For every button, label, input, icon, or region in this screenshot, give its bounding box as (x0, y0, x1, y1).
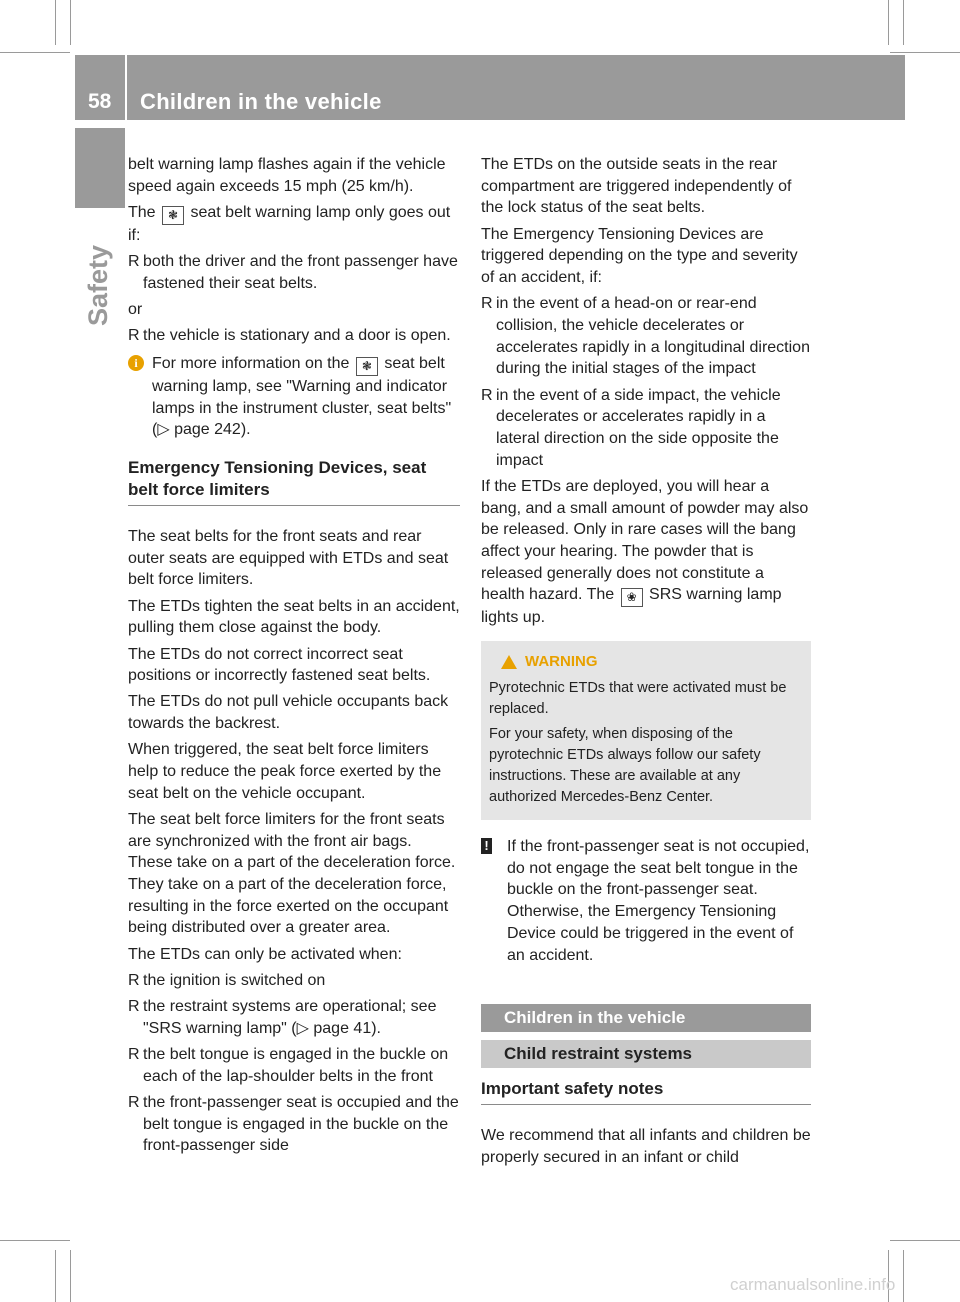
watermark: carmanualsonline.info (730, 1275, 896, 1294)
list-item-text: in the event of a side impact, the vehicle decelerates or accelerates rapidly in a lateral direction on the side opposite the impact (496, 386, 781, 469)
list-item-text: the restraint systems are operational; see "SRS warning lamp" (▷ page 41). (143, 998, 437, 1037)
exclamation-icon: ! (481, 838, 492, 854)
warning-text: Pyrotechnic ETDs that were activated must be replaced. (489, 680, 787, 718)
header-divider (125, 55, 127, 120)
info-note (128, 353, 460, 441)
crop-mark (55, 1250, 56, 1302)
seatbelt-lamp-icon: ❃ (162, 206, 184, 225)
paragraph: When triggered, the seat belt force limiters help to reduce the peak force exerted by the seat belt on the vehicle occupant. (128, 741, 442, 802)
warning-text: For your safety, when disposing of the pyrotechnic ETDs always follow our safety instructions. These are available at any authorized Mercedes-Benz Center. (489, 726, 761, 806)
info-icon: i (128, 355, 144, 371)
list-item (128, 325, 460, 347)
text: seat belt warning lamp only goes out if: (128, 203, 451, 244)
list-item-text: the front-passenger seat is occupied and the belt tongue is engaged in the buckle on the front-passenger side (143, 1093, 459, 1155)
warning-triangle-icon (501, 655, 517, 669)
paragraph: The ETDs do not pull vehicle occupants back towards the backrest. (128, 693, 449, 733)
warning-label: WARNING (525, 653, 598, 671)
right-column (481, 154, 811, 1173)
bullet-icon: R (128, 253, 140, 271)
crop-mark (903, 0, 904, 45)
list-item-text: the belt tongue is engaged in the buckle on each of the lap-shoulder belts in the front (143, 1046, 449, 1085)
paragraph (128, 202, 460, 247)
paragraph (481, 476, 811, 629)
paragraph: belt warning lamp flashes again if the vehicle speed again exceeds 15 mph (25 km/h). (128, 156, 446, 195)
crop-mark (890, 1240, 960, 1241)
crop-mark (0, 52, 70, 53)
crop-mark (55, 0, 56, 45)
list-item (128, 1092, 460, 1157)
divider (128, 505, 460, 506)
list-item (481, 293, 811, 380)
list-item (481, 385, 811, 472)
paragraph: The seat belts for the front seats and rear outer seats are equipped with ETDs and seat belt force limiters. (128, 528, 449, 589)
crop-mark (890, 52, 960, 53)
crop-mark (903, 1250, 904, 1302)
text: The (128, 203, 156, 221)
bullet-icon: R (481, 295, 493, 313)
crop-mark (70, 1250, 71, 1302)
section-title-bar: Children in the vehicle (481, 1004, 811, 1032)
crop-mark (888, 0, 889, 45)
note-text: If the front-passenger seat is not occupied, do not engage the seat belt tongue in the buckle on the front-passenger seat. Otherwise, the Emergency Tensioning Device could be triggered in the event of an accident. (507, 838, 810, 964)
page-title: Children in the vehicle (140, 89, 382, 114)
divider (481, 1104, 811, 1105)
crop-mark (70, 0, 71, 45)
text: For more information on the (152, 354, 350, 372)
left-column (128, 154, 460, 1162)
text: If the ETDs are deployed, you will hear a bang, and a small amount of powder may also be released. Only in rare cases will the bang affect your hearing. The powder that is released generally does not constitute a health hazard. The (481, 477, 809, 604)
bullet-icon: R (128, 971, 140, 989)
bullet-icon: R (128, 1046, 140, 1063)
list-item (128, 1044, 460, 1087)
paragraph: We recommend that all infants and children be properly secured in an infant or child (481, 1127, 811, 1166)
paragraph: The Emergency Tensioning Devices are triggered depending on the type and severity of an accident, if: (481, 225, 798, 287)
list-item-text: in the event of a head-on or rear-end collision, the vehicle decelerates or accelerates rapidly in a longitudinal direction during the initial stages of the impact (496, 295, 810, 378)
section-heading: Important safety notes (481, 1079, 664, 1099)
paragraph: The ETDs can only be activated when: (128, 945, 402, 963)
paragraph: The seat belt force limiters for the front seats are synchronized with the front air bags. These take on a part of the deceleration force. They take on a part of the deceleration force, resulting in the force exerted on the occupant being distributed over a greater area. (128, 810, 456, 937)
list-item-text: both the driver and the front passenger have fastened their seat belts. (143, 253, 458, 292)
bullet-icon: R (128, 327, 140, 345)
list-item (128, 996, 460, 1039)
text: SRS warning lamp lights up. (481, 586, 782, 627)
side-tab (75, 128, 125, 208)
paragraph: or (128, 301, 143, 319)
paragraph: The ETDs tighten the seat belts in an accident, pulling them close against the body. (128, 597, 460, 637)
paragraph: The ETDs do not correct incorrect seat positions or incorrectly fastened seat belts. (128, 645, 431, 685)
crop-mark (0, 1240, 70, 1241)
section-side-label: Safety (83, 244, 113, 326)
srs-lamp-icon: ❀ (621, 588, 643, 607)
list-item-text: the ignition is switched on (143, 971, 326, 989)
warning-header (501, 651, 803, 672)
bullet-icon: R (481, 386, 493, 404)
list-item (128, 970, 460, 992)
subsection-title-bar: Child restraint systems (481, 1040, 811, 1068)
seatbelt-lamp-icon: ❃ (356, 357, 378, 376)
bullet-icon: R (128, 1093, 140, 1111)
text: seat belt warning lamp, see "Warning and indicator lamps in the instrument cluster, seat belts" (▷ page 242). (152, 354, 452, 439)
bullet-icon: R (128, 998, 140, 1016)
list-item (128, 251, 460, 294)
warning-box (481, 641, 811, 820)
caution-note (481, 836, 811, 966)
list-item-text: the vehicle is stationary and a door is open. (143, 327, 451, 345)
section-heading: Emergency Tensioning Devices, seat belt force limiters (128, 458, 427, 500)
page-number: 58 (88, 90, 112, 113)
paragraph: The ETDs on the outside seats in the rear compartment are triggered independently of the lock status of the seat belts. (481, 156, 792, 217)
